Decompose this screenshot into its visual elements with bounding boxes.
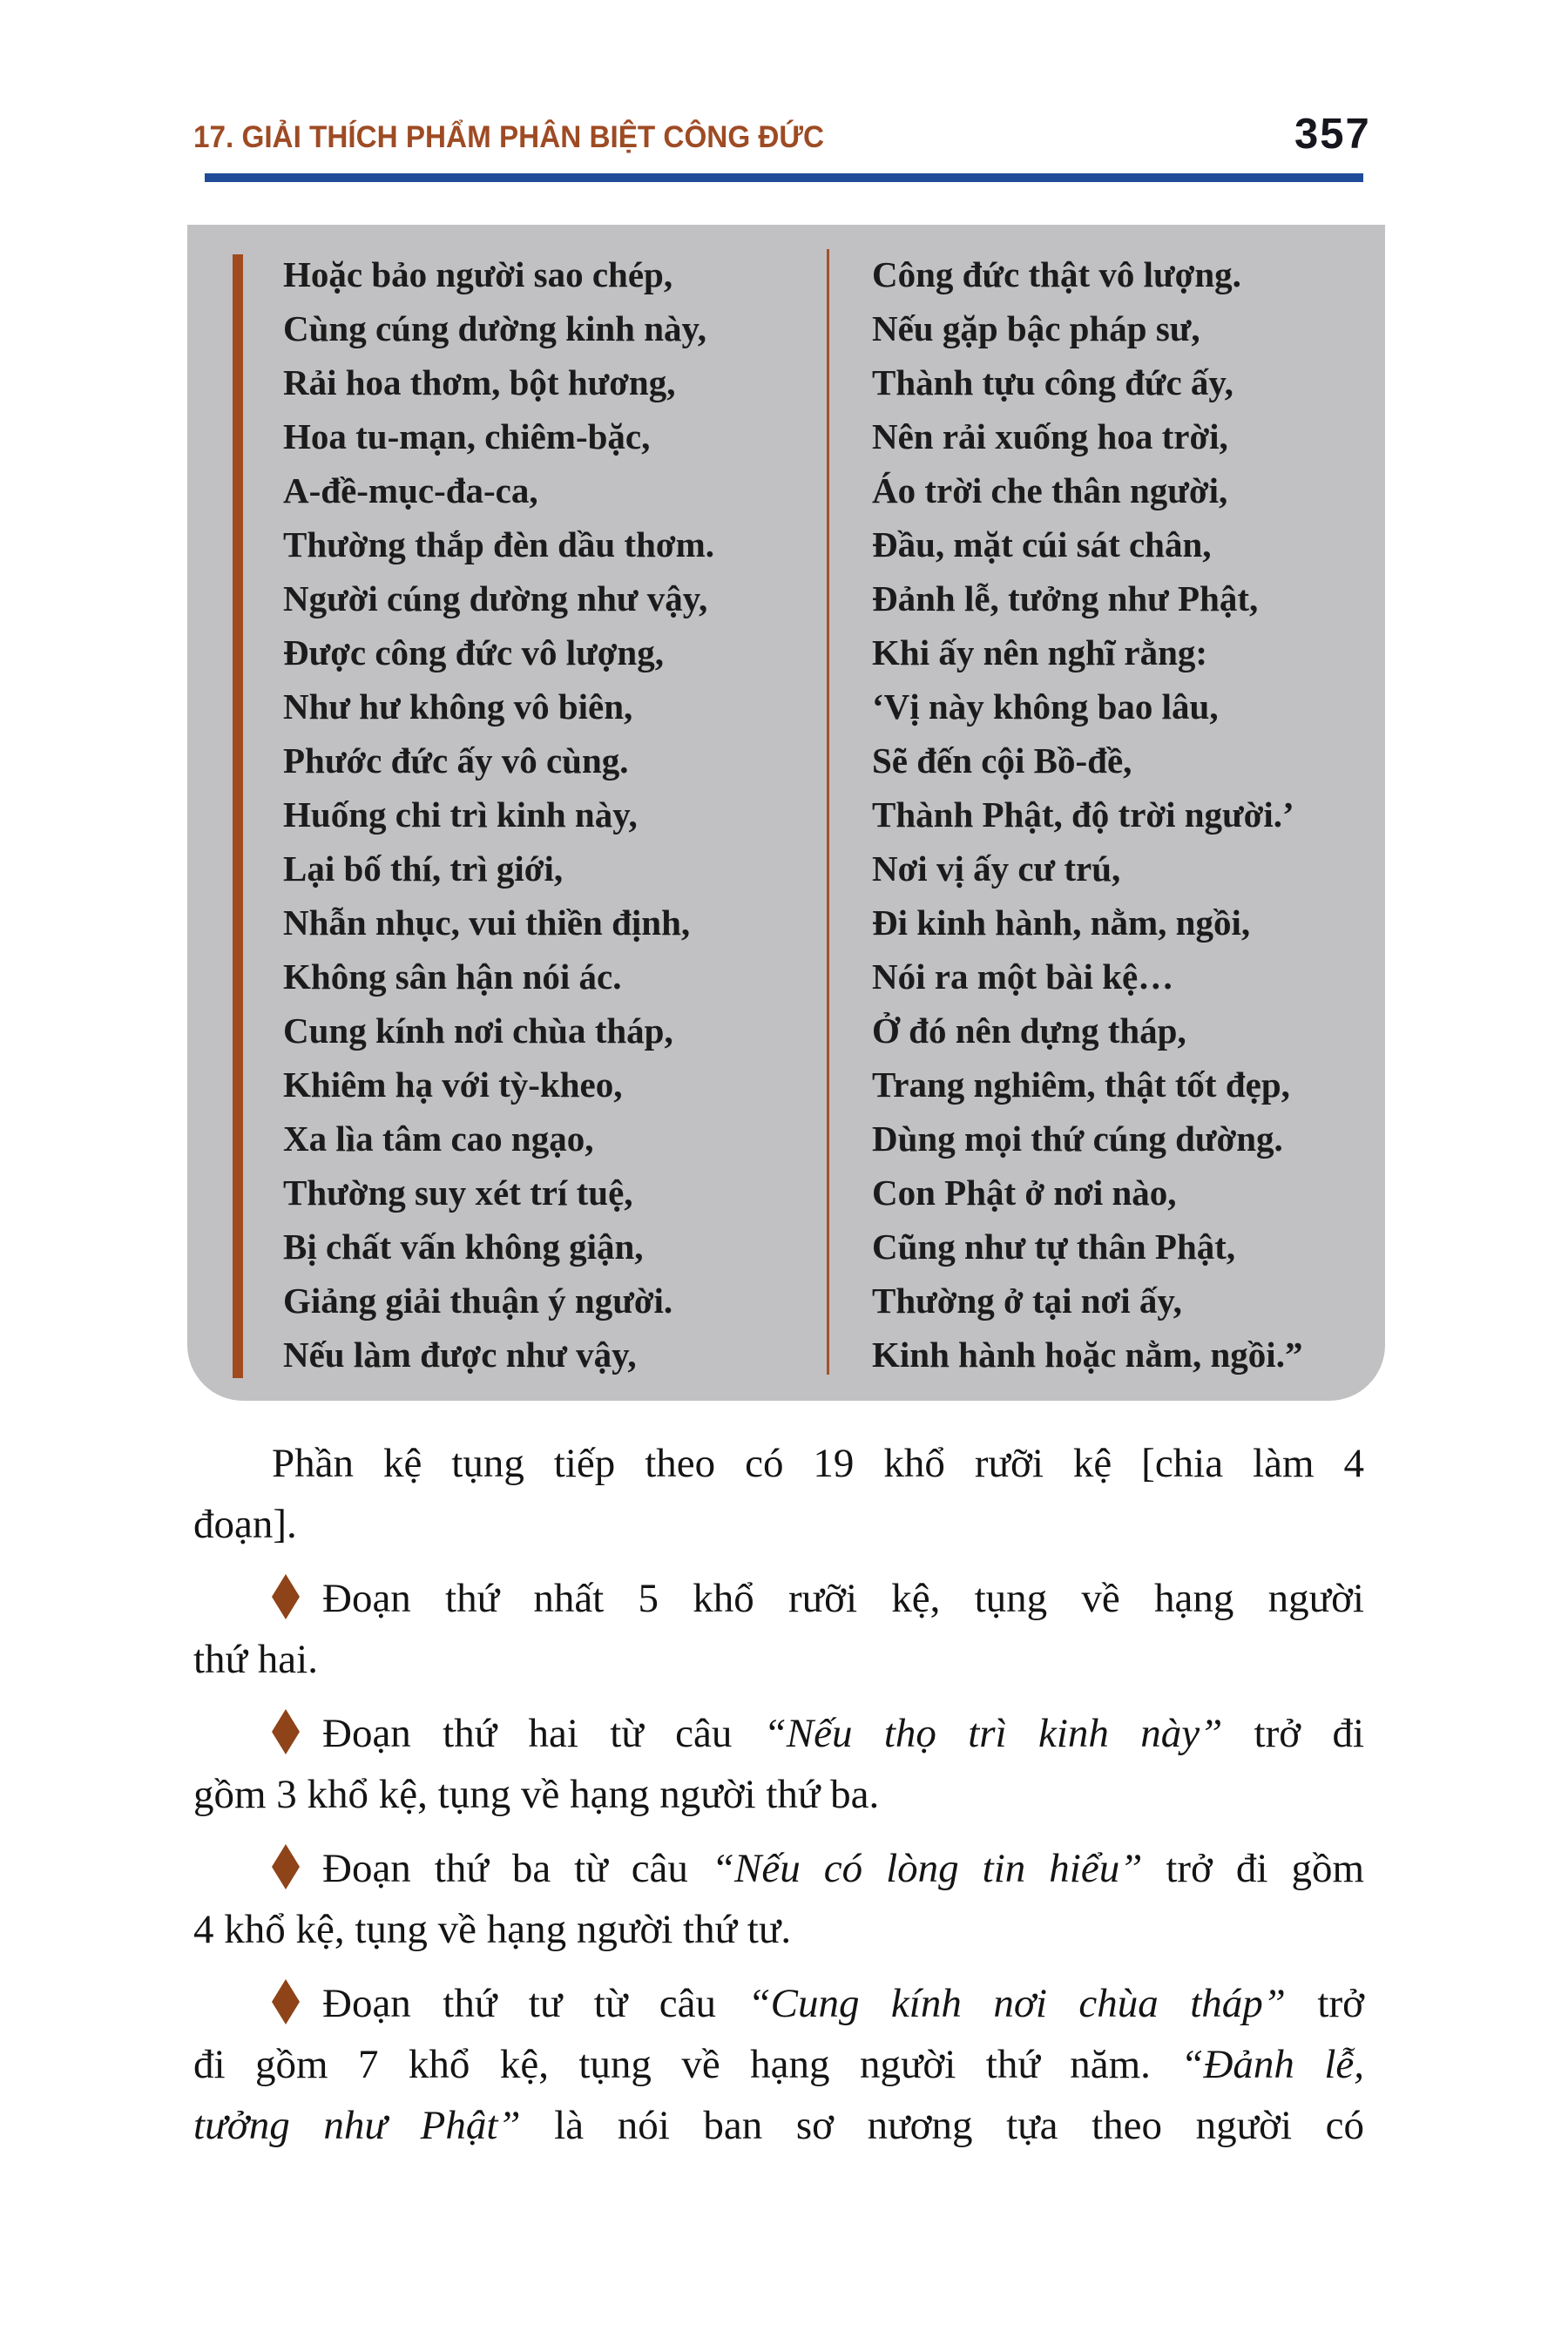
diamond-bullet-icon [272,1844,300,1889]
text-segment: tưởng như Phật” [193,2103,521,2148]
diamond-bullet-icon [272,1574,300,1619]
verse-line: Ở đó nên dựng tháp, [872,1010,1186,1051]
verse-column-right [872,247,1302,1382]
verse-line: Lại bố thí, trì giới, [283,848,564,889]
paragraph-line [193,1494,1364,1555]
verse-line: Huống chi trì kinh này, [283,794,638,835]
verse-line: Hoa tu-mạn, chiêm-bặc, [283,416,651,456]
verse-line: Như hư không vô biên, [283,686,633,727]
verse-line: Rải hoa thơm, bột hương, [283,362,676,402]
text-segment: gồm 3 khổ kệ, tụng về hạng người thứ ba. [193,1772,880,1817]
verse-line: Nơi vị ấy cư trú, [872,848,1121,889]
text-segment: thứ hai. [193,1637,318,1682]
text-segment: Đoạn thứ ba từ câu [322,1846,712,1891]
verse-column-left [283,247,714,1382]
paragraph-line [193,1764,1364,1825]
verse-line: Đầu, mặt cúi sát chân, [872,524,1212,564]
paragraph [193,1433,1364,1555]
paragraph [193,1568,1364,1690]
diamond-bullet-icon [272,1979,300,2024]
text-segment: Đoạn thứ nhất 5 khổ rưỡi kệ, tụng về hạng người [322,1576,1364,1621]
verse-line: Áo trời che thân người, [872,470,1228,510]
paragraph [193,1838,1364,1960]
paragraph-line [193,1838,1364,1899]
text-segment: 4 khổ kệ, tụng về hạng người thứ tư. [193,1907,792,1952]
verse-line: Phước đức ấy vô cùng. [283,740,629,781]
text-segment: là nói ban sơ nương tựa theo người có [520,2103,1364,2148]
paragraph-line [193,1568,1364,1629]
verse-line: Dùng mọi thứ cúng dường. [872,1119,1283,1159]
paragraph-line [193,1629,1364,1690]
text-segment: “Nếu có lòng tin hiểu” [711,1846,1143,1891]
text-segment: trở [1285,1981,1364,2026]
verse-line: Cũng như tự thân Phật, [872,1227,1236,1267]
verse-line: Thành Phật, độ trời người.’ [872,794,1294,835]
verse-line: Nên rải xuống hoa trời, [872,416,1228,456]
text-segment: trở đi gồm [1142,1846,1364,1891]
verse-line: Nhẫn nhục, vui thiền định, [283,902,691,943]
verse-line: Trang nghiêm, thật tốt đẹp, [872,1064,1290,1105]
header-rule [205,173,1363,182]
paragraph-line [193,2034,1364,2095]
verse-line: Con Phật ở nơi nào, [872,1173,1177,1213]
verse-line: Thường thắp đèn dầu thơm. [283,524,714,564]
text-segment: Đoạn thứ hai từ câu [322,1711,764,1756]
verse-column-divider [827,249,829,1375]
body-text [193,1433,1364,2169]
text-segment: “Cung kính nơi chùa tháp” [747,1981,1286,2026]
verse-line: A-đề-mục-đa-ca, [283,470,538,510]
verse-line: Thường suy xét trí tuệ, [283,1173,633,1213]
paragraph-line [193,1973,1364,2034]
text-segment: “Nếu thọ trì kinh này” [763,1711,1223,1756]
verse-quote-box [187,225,1385,1401]
verse-line: Đảnh lễ, tưởng như Phật, [872,578,1259,618]
verse-line: Hoặc bảo người sao chép, [283,254,673,294]
paragraph [193,1703,1364,1825]
verse-line: Cùng cúng dường kinh này, [283,308,707,348]
verse-line: Thường ở tại nơi ấy, [872,1281,1182,1321]
verse-line: Khiêm hạ với tỳ-kheo, [283,1064,623,1105]
paragraph [193,1973,1364,2156]
verse-line: Kinh hành hoặc nằm, ngồi.” [872,1335,1303,1375]
verse-line: Cung kính nơi chùa tháp, [283,1010,673,1051]
verse-line: Thành tựu công đức ấy, [872,362,1233,402]
text-segment: Đoạn thứ tư từ câu [322,1981,748,2026]
verse-line: Không sân hận nói ác. [283,956,622,997]
verse-line: Công đức thật vô lượng. [872,254,1241,294]
text-segment: đoạn]. [193,1502,297,1547]
paragraph-line [193,1703,1364,1764]
verse-line: Bị chất vấn không giận, [283,1227,644,1267]
verse-line: Giảng giải thuận ý người. [283,1281,673,1321]
paragraph-line [193,1433,1364,1494]
paragraph-line [193,1899,1364,1960]
verse-accent-bar [233,254,243,1378]
verse-line: Đi kinh hành, nằm, ngồi, [872,902,1251,943]
chapter-header-title: 17. GIẢI THÍCH PHẨM PHÂN BIỆT CÔNG ĐỨC [193,120,825,154]
verse-line: Xa lìa tâm cao ngạo, [283,1119,594,1159]
verse-line: Nếu làm được như vậy, [283,1335,637,1375]
verse-line: Sẽ đến cội Bồ-đề, [872,740,1132,781]
verse-line: Nếu gặp bậc pháp sư, [872,308,1200,348]
verse-line: Được công đức vô lượng, [283,632,664,672]
page-number: 357 [1294,111,1371,158]
verse-line: Khi ấy nên nghĩ rằng: [872,632,1208,672]
verse-line: Nói ra một bài kệ… [872,956,1174,997]
paragraph-line [193,2095,1364,2156]
verse-line: ‘Vị này không bao lâu, [872,686,1219,727]
verse-line: Người cúng dường như vậy, [283,578,708,618]
text-segment: đi gồm 7 khổ kệ, tụng về hạng người thứ năm. [193,2042,1181,2087]
text-segment: trở đi [1222,1711,1364,1756]
diamond-bullet-icon [272,1709,300,1754]
text-segment: “Đảnh lễ, [1180,2042,1365,2087]
text-segment: Phần kệ tụng tiếp theo có 19 khổ rưỡi kệ [chia làm 4 [272,1441,1364,1486]
